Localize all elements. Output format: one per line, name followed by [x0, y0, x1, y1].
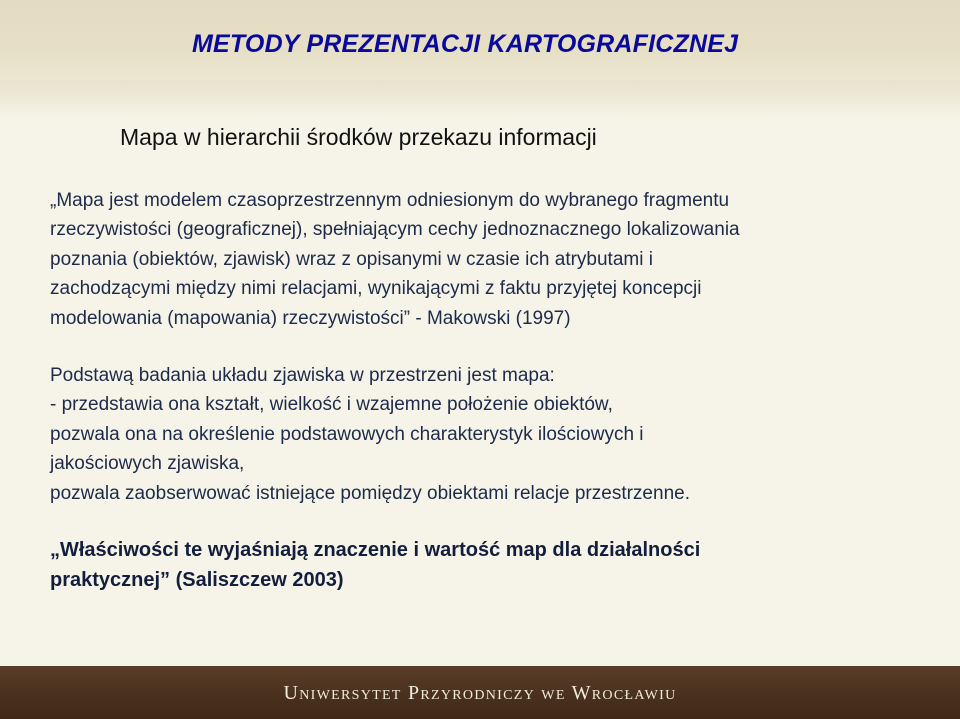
header-shade: [0, 80, 960, 120]
definition-line: zachodzącymi między nimi relacjami, wynikającymi z faktu przyjętej koncepcji: [50, 278, 702, 300]
map-role-line: - przedstawia ona kształt, wielkość i wzajemne położenie obiektów,: [50, 394, 613, 416]
footer-band: [0, 666, 960, 719]
footer-institution: Uniwersytet Przyrodniczy we Wrocławiu: [283, 682, 677, 704]
map-role-line: pozwala zaobserwować istniejące pomiędzy obiektami relacje przestrzenne.: [50, 482, 690, 504]
slide-title: METODY PREZENTACJI KARTOGRAFICZNEJ: [192, 30, 739, 58]
map-role-line: Podstawą badania układu zjawiska w przestrzeni jest mapa:: [50, 365, 555, 386]
properties-quote: [50, 536, 940, 595]
map-role-line: jakościowych zjawiska,: [50, 453, 245, 475]
map-role-line: pozwala ona na określenie podstawowych charakterystyk ilościowych i: [50, 423, 644, 445]
properties-line: „Właściwości te wyjaśniają znaczenie i wartość map dla działalności: [50, 539, 701, 561]
map-role-paragraph: [50, 361, 940, 508]
definition-line: poznania (obiektów, zjawisk) wraz z opisanymi w czasie ich atrybutami i: [50, 248, 653, 270]
properties-line: praktycznej” (Saliszczew 2003): [50, 568, 344, 591]
definition-paragraph: [50, 186, 940, 333]
slide-subtitle: Mapa w hierarchii środków przekazu informacji: [120, 124, 597, 150]
definition-line: „Mapa jest modelem czasoprzestrzennym odniesionym do wybranego fragmentu: [50, 190, 730, 211]
definition-line: rzeczywistości (geograficznej), spełniającym cechy jednoznacznego lokalizowania: [50, 219, 740, 241]
definition-line: modelowania (mapowania) rzeczywistości” - Makowski (1997): [50, 307, 571, 329]
